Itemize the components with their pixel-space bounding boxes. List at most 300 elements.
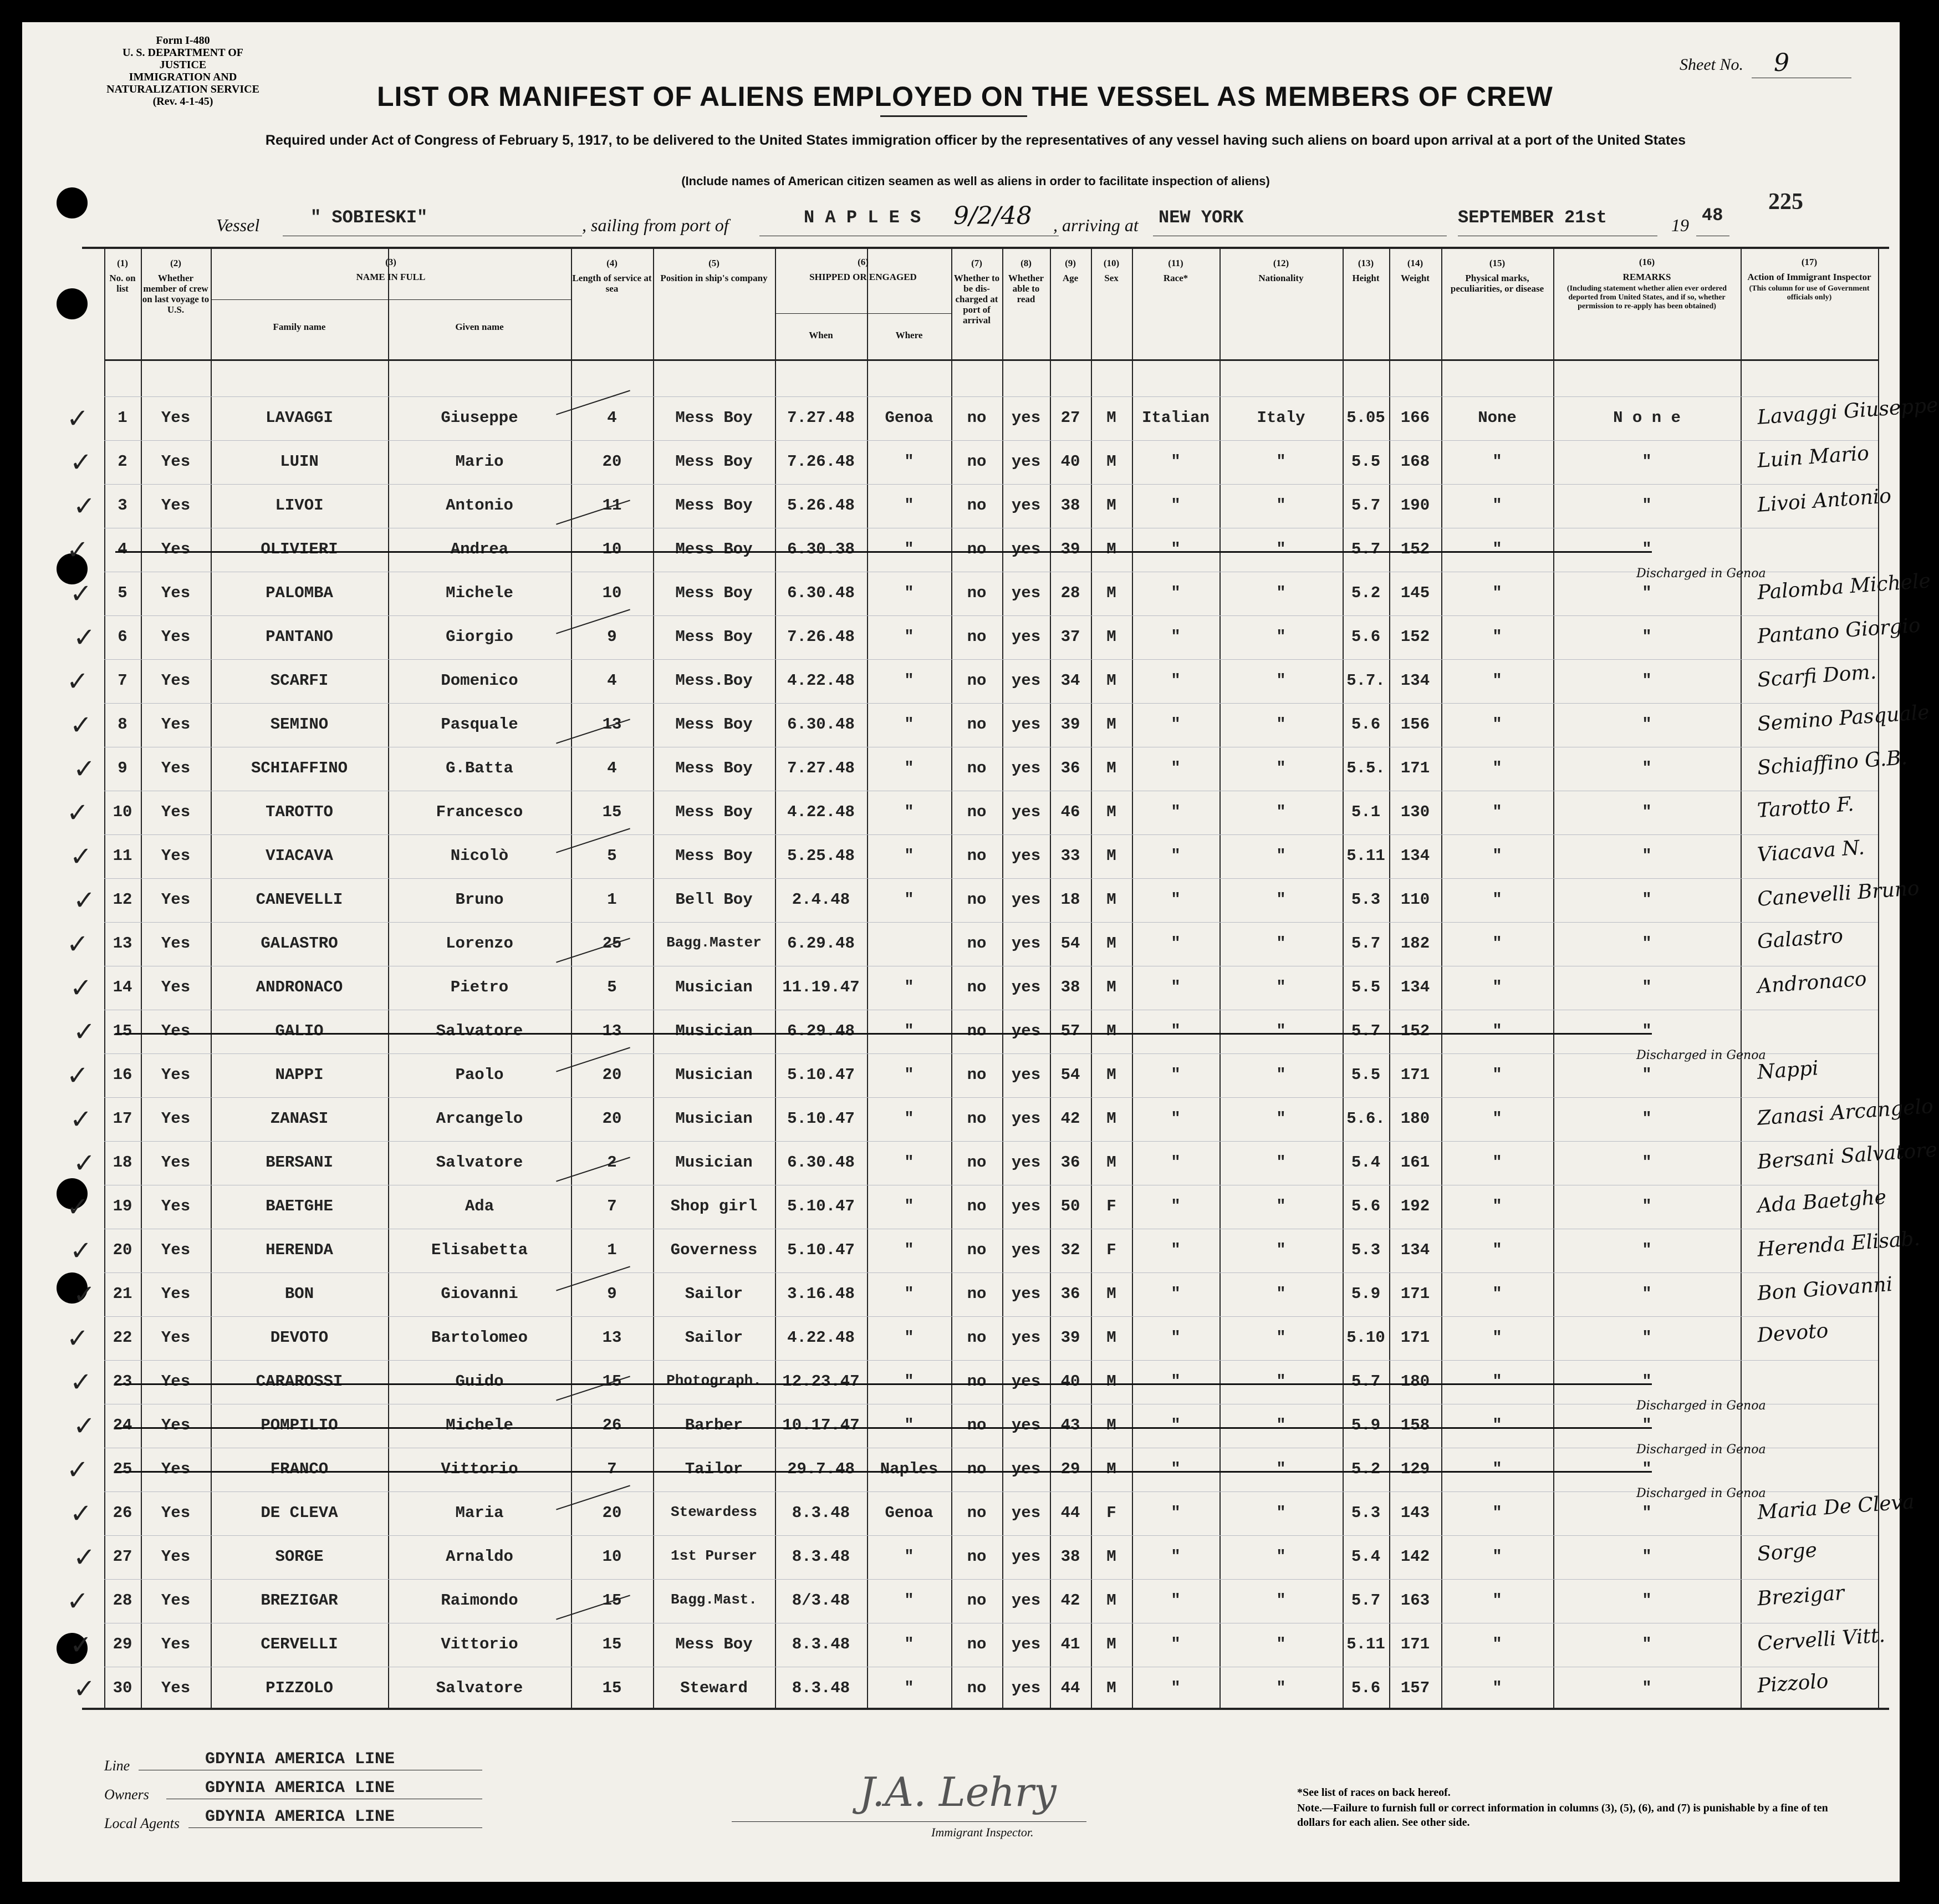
row-27-remarks: " (1642, 1547, 1652, 1566)
row-27-read: yes (1011, 1547, 1041, 1566)
row-27-where: " (904, 1547, 914, 1566)
column-number: (7) (971, 258, 982, 268)
row-28-sex: M (1106, 1591, 1116, 1610)
row-7-position: Mess.Boy (675, 671, 753, 690)
row-18-position: Musician (675, 1153, 753, 1172)
strike-line (115, 1033, 1652, 1035)
row-2-sex: M (1106, 452, 1116, 471)
row-10-given: Francesco (436, 803, 523, 821)
row-7-height: 5.7. (1346, 671, 1385, 690)
header-c13 (1344, 258, 1388, 283)
row-8-remarks: " (1642, 715, 1652, 734)
row-20-race: " (1171, 1241, 1181, 1259)
row-9-prev: Yes (161, 759, 191, 777)
row-26-remarks: " (1642, 1504, 1652, 1522)
row-11-weight: 134 (1400, 847, 1430, 865)
check-mark-icon: ✓ (70, 841, 93, 872)
check-mark-icon: ✓ (73, 491, 96, 522)
row-9-remarks: " (1642, 759, 1652, 777)
check-mark-icon: ✓ (67, 1454, 89, 1485)
crew-signature: Pantano Giorgio (1756, 614, 1921, 648)
row-29-service: 15 (602, 1635, 622, 1653)
table-header-rule (104, 359, 1878, 361)
row-18-weight: 161 (1400, 1153, 1430, 1172)
header-c14 (1390, 258, 1440, 283)
row-21-prev: Yes (161, 1285, 191, 1303)
row-28-prev: Yes (161, 1591, 191, 1610)
row-10-age: 46 (1060, 803, 1080, 821)
row-4-position: Mess Boy (675, 540, 753, 558)
row-8-no: 8 (118, 715, 127, 734)
row-19-marks: " (1492, 1197, 1502, 1215)
row-9-when: 7.27.48 (787, 759, 855, 777)
arrival-port: NEW YORK (1159, 207, 1244, 228)
row-3-given: Antonio (446, 496, 513, 515)
row-12-no: 12 (113, 890, 132, 909)
column-number: (13) (1358, 258, 1374, 268)
header-c15 (1442, 258, 1552, 294)
row-14-marks: " (1492, 978, 1502, 996)
crew-signature: Brezigar (1756, 1581, 1845, 1611)
row-29-when: 8.3.48 (792, 1635, 850, 1653)
header-c8 (1003, 258, 1049, 304)
row-20-age: 32 (1060, 1241, 1080, 1259)
row-22-read: yes (1011, 1328, 1041, 1347)
row-4-nat: " (1276, 540, 1286, 558)
row-12-read: yes (1011, 890, 1041, 909)
row-6-prev: Yes (161, 628, 191, 646)
row-6-family: PANTANO (266, 628, 333, 646)
row-17-sex: M (1106, 1109, 1116, 1128)
row-17-when: 5.10.47 (787, 1109, 855, 1128)
column-number: (2) (170, 258, 181, 268)
row-1-prev: Yes (161, 409, 191, 427)
column-number: (11) (1168, 258, 1183, 268)
row-23-service: 15 (602, 1372, 622, 1391)
row-25-read: yes (1011, 1460, 1041, 1478)
check-mark-icon: ✓ (70, 973, 93, 1004)
races-note: *See list of races on back hereof. (1297, 1786, 1451, 1799)
row-16-service: 20 (602, 1066, 622, 1084)
row-19-given: Ada (465, 1197, 494, 1215)
row-10-nat: " (1276, 803, 1286, 821)
discharge-note: Discharged in Genoa (1636, 1399, 1766, 1413)
row-rule (104, 1535, 1878, 1536)
row-12-position: Bell Boy (675, 890, 753, 909)
departure-port: N A P L E S (804, 207, 921, 228)
row-4-disch: no (967, 540, 987, 558)
row-25-race: " (1171, 1460, 1181, 1478)
row-9-position: Mess Boy (675, 759, 753, 777)
check-mark-icon: ✓ (70, 447, 93, 478)
check-mark-icon: ✓ (73, 1411, 96, 1442)
row-3-where: " (904, 496, 914, 515)
row-26-weight: 143 (1400, 1504, 1430, 1522)
row-20-prev: Yes (161, 1241, 191, 1259)
column-label: Height (1352, 273, 1380, 283)
row-7-service: 4 (607, 671, 617, 690)
row-13-family: GALASTRO (261, 934, 338, 953)
row-30-family: PIZZOLO (266, 1679, 333, 1697)
row-15-family: GALIO (275, 1022, 324, 1040)
row-6-remarks: " (1642, 628, 1652, 646)
crew-signature: Tarotto F. (1756, 792, 1855, 823)
row-2-prev: Yes (161, 452, 191, 471)
row-24-prev: Yes (161, 1416, 191, 1434)
row-29-where: " (904, 1635, 914, 1653)
row-12-service: 1 (607, 890, 617, 909)
check-mark-icon: ✓ (70, 1498, 93, 1529)
header-family-name: Family name (273, 322, 326, 332)
row-4-read: yes (1011, 540, 1041, 558)
row-3-weight: 190 (1400, 496, 1430, 515)
row-5-age: 28 (1060, 584, 1080, 602)
row-6-sex: M (1106, 628, 1116, 646)
row-7-nat: " (1276, 671, 1286, 690)
row-3-family: LIVOI (275, 496, 324, 515)
remarks-detail: (Including statement whether alien ever ordered deported from United States, and if so, whether permission to re-apply has been obtained) (1566, 284, 1727, 310)
row-8-marks: " (1492, 715, 1502, 734)
row-14-prev: Yes (161, 978, 191, 996)
row-6-given: Giorgio (446, 628, 513, 646)
row-14-sex: M (1106, 978, 1116, 996)
column-label: REMARKS (1622, 272, 1671, 282)
row-1-weight: 166 (1400, 409, 1430, 427)
row-28-service: 15 (602, 1591, 622, 1610)
row-25-when: 29.7.48 (787, 1460, 855, 1478)
header-c12 (1221, 258, 1341, 283)
row-25-height: 5.2 (1351, 1460, 1381, 1478)
row-9-given: G.Batta (446, 759, 513, 777)
row-6-height: 5.6 (1351, 628, 1381, 646)
sheet-label: Sheet No. (1680, 55, 1743, 74)
row-8-read: yes (1011, 715, 1041, 734)
row-1-given: Giuseppe (441, 409, 518, 427)
header-where: Where (895, 330, 923, 340)
row-8-sex: M (1106, 715, 1116, 734)
check-mark-icon: ✓ (70, 710, 93, 741)
row-24-where: " (904, 1416, 914, 1434)
row-17-marks: " (1492, 1109, 1502, 1128)
row-11-where: " (904, 847, 914, 865)
row-11-read: yes (1011, 847, 1041, 865)
row-19-prev: Yes (161, 1197, 191, 1215)
row-2-where: " (904, 452, 914, 471)
row-24-weight: 158 (1400, 1416, 1430, 1434)
row-30-read: yes (1011, 1679, 1041, 1697)
row-14-age: 38 (1060, 978, 1080, 996)
row-13-height: 5.7 (1351, 934, 1381, 953)
row-rule (104, 1316, 1878, 1317)
row-13-age: 54 (1060, 934, 1080, 953)
row-30-race: " (1171, 1679, 1181, 1697)
name-subheader-rule (211, 299, 571, 300)
row-20-marks: " (1492, 1241, 1502, 1259)
row-30-sex: M (1106, 1679, 1116, 1697)
row-18-read: yes (1011, 1153, 1041, 1172)
row-28-given: Raimondo (441, 1591, 518, 1610)
row-23-where: " (904, 1372, 914, 1391)
row-16-when: 5.10.47 (787, 1066, 855, 1084)
row-6-disch: no (967, 628, 987, 646)
row-27-nat: " (1276, 1547, 1286, 1566)
crew-signature: Nappi (1756, 1057, 1819, 1084)
row-24-marks: " (1492, 1416, 1502, 1434)
check-mark-icon: ✓ (70, 1630, 93, 1661)
column-label: Whether member of crew on last voyage to U.S. (142, 273, 210, 315)
row-8-given: Pasquale (441, 715, 518, 734)
row-11-service: 5 (607, 847, 617, 865)
row-25-service: 7 (607, 1460, 617, 1478)
line-label: Line (104, 1758, 130, 1774)
row-24-sex: M (1106, 1416, 1116, 1434)
row-11-when: 5.25.48 (787, 847, 855, 865)
row-5-height: 5.2 (1351, 584, 1381, 602)
strike-line (115, 551, 1652, 553)
row-13-weight: 182 (1400, 934, 1430, 953)
row-1-age: 27 (1060, 409, 1080, 427)
row-11-race: " (1171, 847, 1181, 865)
row-1-where: Genoa (885, 409, 933, 427)
vessel-name: " SOBIESKI" (310, 207, 428, 228)
row-14-given: Pietro (450, 978, 509, 996)
header-c11 (1133, 258, 1218, 283)
row-11-nat: " (1276, 847, 1286, 865)
punch-hole (57, 187, 88, 218)
row-19-when: 5.10.47 (787, 1197, 855, 1215)
row-29-prev: Yes (161, 1635, 191, 1653)
column-number: (12) (1273, 258, 1289, 268)
header-c7 (952, 258, 1001, 325)
check-mark-icon: ✓ (67, 403, 89, 434)
row-2-age: 40 (1060, 452, 1080, 471)
row-16-age: 54 (1060, 1066, 1080, 1084)
row-24-remarks: " (1642, 1416, 1652, 1434)
row-13-sex: M (1106, 934, 1116, 953)
row-2-position: Mess Boy (675, 452, 753, 471)
row-22-age: 39 (1060, 1328, 1080, 1347)
row-1-family: LAVAGGI (266, 409, 333, 427)
stamp-number: 225 (1768, 189, 1803, 215)
row-28-when: 8/3.48 (792, 1591, 850, 1610)
row-2-no: 2 (118, 452, 127, 471)
row-25-no: 25 (113, 1460, 132, 1478)
row-28-age: 42 (1060, 1591, 1080, 1610)
row-17-disch: no (967, 1109, 987, 1128)
row-3-remarks: " (1642, 496, 1652, 515)
row-29-disch: no (967, 1635, 987, 1653)
crew-signature: Luin Mario (1756, 442, 1870, 472)
row-8-where: " (904, 715, 914, 734)
row-15-when: 6.29.48 (787, 1022, 855, 1040)
row-16-sex: M (1106, 1066, 1116, 1084)
crew-signature: Galastro (1756, 924, 1844, 954)
row-2-disch: no (967, 452, 987, 471)
row-14-no: 14 (113, 978, 132, 996)
row-24-family: POMPILIO (261, 1416, 338, 1434)
row-5-nat: " (1276, 584, 1286, 602)
row-4-race: " (1171, 540, 1181, 558)
row-27-family: SORGE (275, 1547, 324, 1566)
row-3-position: Mess Boy (675, 496, 753, 515)
row-6-age: 37 (1060, 628, 1080, 646)
row-16-position: Musician (675, 1066, 753, 1084)
row-18-given: Salvatore (436, 1153, 523, 1172)
row-21-remarks: " (1642, 1285, 1652, 1303)
row-2-height: 5.5 (1351, 452, 1381, 471)
column-label: Race* (1163, 273, 1188, 283)
header-c4 (572, 258, 652, 294)
strike-line (115, 1427, 1652, 1429)
row-14-where: " (904, 978, 914, 996)
row-29-position: Mess Boy (675, 1635, 753, 1653)
row-24-read: yes (1011, 1416, 1041, 1434)
row-5-disch: no (967, 584, 987, 602)
row-8-age: 39 (1060, 715, 1080, 734)
row-9-read: yes (1011, 759, 1041, 777)
row-17-family: ZANASI (270, 1109, 329, 1128)
column-label: Weight (1401, 273, 1430, 283)
row-rule (104, 1141, 1878, 1142)
row-11-given: Nicolò (450, 847, 509, 865)
row-12-race: " (1171, 890, 1181, 909)
inspector-label: Immigrant Inspector. (931, 1825, 1034, 1839)
row-rule (104, 440, 1878, 441)
row-10-no: 10 (113, 803, 132, 821)
row-24-when: 10.17.47 (782, 1416, 860, 1434)
row-10-race: " (1171, 803, 1181, 821)
row-25-where: Naples (880, 1460, 938, 1478)
row-4-weight: 152 (1400, 540, 1430, 558)
row-13-position: Bagg.Master (666, 934, 762, 951)
row-25-given: Vittorio (441, 1460, 518, 1478)
check-mark-icon: ✓ (67, 1323, 89, 1354)
row-12-remarks: " (1642, 890, 1652, 909)
column-label: Age (1062, 273, 1079, 283)
row-28-remarks: " (1642, 1591, 1652, 1610)
header-c2 (142, 258, 210, 315)
row-29-family: CERVELLI (261, 1635, 338, 1653)
row-18-service: 2 (607, 1153, 617, 1172)
row-24-position: Barber (685, 1416, 743, 1434)
row-7-family: SCARFI (270, 671, 329, 690)
penalty-note: Note.—Failure to furnish full or correct information in columns (3), (5), (6), and (7) is punishable by a fine of ten dollars for each alien. See other side. (1297, 1802, 1828, 1829)
row-25-nat: " (1276, 1460, 1286, 1478)
row-13-when: 6.29.48 (787, 934, 855, 953)
row-5-when: 6.30.48 (787, 584, 855, 602)
row-15-given: Salvatore (436, 1022, 523, 1040)
row-2-when: 7.26.48 (787, 452, 855, 471)
row-6-marks: " (1492, 628, 1502, 646)
row-7-age: 34 (1060, 671, 1080, 690)
row-15-read: yes (1011, 1022, 1041, 1040)
row-5-no: 5 (118, 584, 127, 602)
row-22-weight: 171 (1400, 1328, 1430, 1347)
crew-signature: Zanasi Arcangelo (1756, 1094, 1935, 1130)
punch-hole (57, 288, 88, 319)
crew-signature: Semino Pasquale (1756, 701, 1930, 736)
row-8-when: 6.30.48 (787, 715, 855, 734)
row-7-read: yes (1011, 671, 1041, 690)
row-rule (104, 834, 1878, 835)
row-13-service: 25 (602, 934, 622, 953)
row-15-weight: 152 (1400, 1022, 1430, 1040)
row-2-remarks: " (1642, 452, 1652, 471)
agents-label: Local Agents (104, 1815, 180, 1831)
row-23-when: 12.23.47 (782, 1372, 860, 1391)
row-20-height: 5.3 (1351, 1241, 1381, 1259)
crew-signature: Bon Giovanni (1756, 1272, 1894, 1305)
row-3-service: 11 (602, 496, 622, 515)
row-23-no: 23 (113, 1372, 132, 1391)
row-21-disch: no (967, 1285, 987, 1303)
row-7-sex: M (1106, 671, 1116, 690)
row-28-disch: no (967, 1591, 987, 1610)
row-14-family: ANDRONACO (256, 978, 343, 996)
crew-signature: Scarfi Dom. (1756, 660, 1877, 692)
row-15-nat: " (1276, 1022, 1286, 1040)
header-c5 (654, 258, 774, 283)
header-given-name: Given name (455, 322, 504, 332)
row-30-remarks: " (1642, 1679, 1652, 1697)
check-mark-icon: ✓ (70, 1104, 93, 1135)
row-12-height: 5.3 (1351, 890, 1381, 909)
row-15-sex: M (1106, 1022, 1116, 1040)
row-3-read: yes (1011, 496, 1041, 515)
row-1-marks: None (1478, 409, 1517, 427)
row-29-given: Vittorio (441, 1635, 518, 1653)
row-2-weight: 168 (1400, 452, 1430, 471)
service: IMMIGRATION AND NATURALIZATION SERVICE (106, 71, 259, 95)
row-24-disch: no (967, 1416, 987, 1434)
check-mark-icon: ✓ (67, 1192, 89, 1223)
strike-line (115, 1383, 1652, 1385)
row-24-service: 26 (602, 1416, 622, 1434)
table-top-rule (82, 247, 1889, 249)
row-5-family: PALOMBA (266, 584, 333, 602)
row-22-no: 22 (113, 1328, 132, 1347)
header-shipped (776, 257, 950, 282)
row-6-read: yes (1011, 628, 1041, 646)
check-mark-icon: ✓ (70, 1367, 93, 1398)
row-4-remarks: " (1642, 540, 1652, 558)
row-26-nat: " (1276, 1504, 1286, 1522)
row-28-marks: " (1492, 1591, 1502, 1610)
row-9-marks: " (1492, 759, 1502, 777)
row-rule (104, 878, 1878, 879)
row-9-height: 5.5. (1346, 759, 1385, 777)
row-20-family: HERENDA (266, 1241, 333, 1259)
crew-signature: Andronaco (1756, 968, 1867, 998)
row-21-position: Sailor (685, 1285, 743, 1303)
row-23-prev: Yes (161, 1372, 191, 1391)
row-8-weight: 156 (1400, 715, 1430, 734)
row-3-prev: Yes (161, 496, 191, 515)
row-24-no: 24 (113, 1416, 132, 1434)
row-11-position: Mess Boy (675, 847, 753, 865)
row-19-service: 7 (607, 1197, 617, 1215)
row-19-family: BAETGHE (266, 1197, 333, 1215)
row-14-position: Musician (675, 978, 753, 996)
inspector-detail: (This column for use of Government officials only) (1749, 284, 1870, 302)
row-12-given: Bruno (455, 890, 504, 909)
row-1-nat: Italy (1257, 409, 1305, 427)
row-4-family: OLIVIERI (261, 540, 338, 558)
row-4-given: Andrea (450, 540, 509, 558)
row-25-position: Tailor (685, 1460, 743, 1478)
arriving-label: , arriving at (1053, 215, 1139, 235)
row-19-weight: 192 (1400, 1197, 1430, 1215)
